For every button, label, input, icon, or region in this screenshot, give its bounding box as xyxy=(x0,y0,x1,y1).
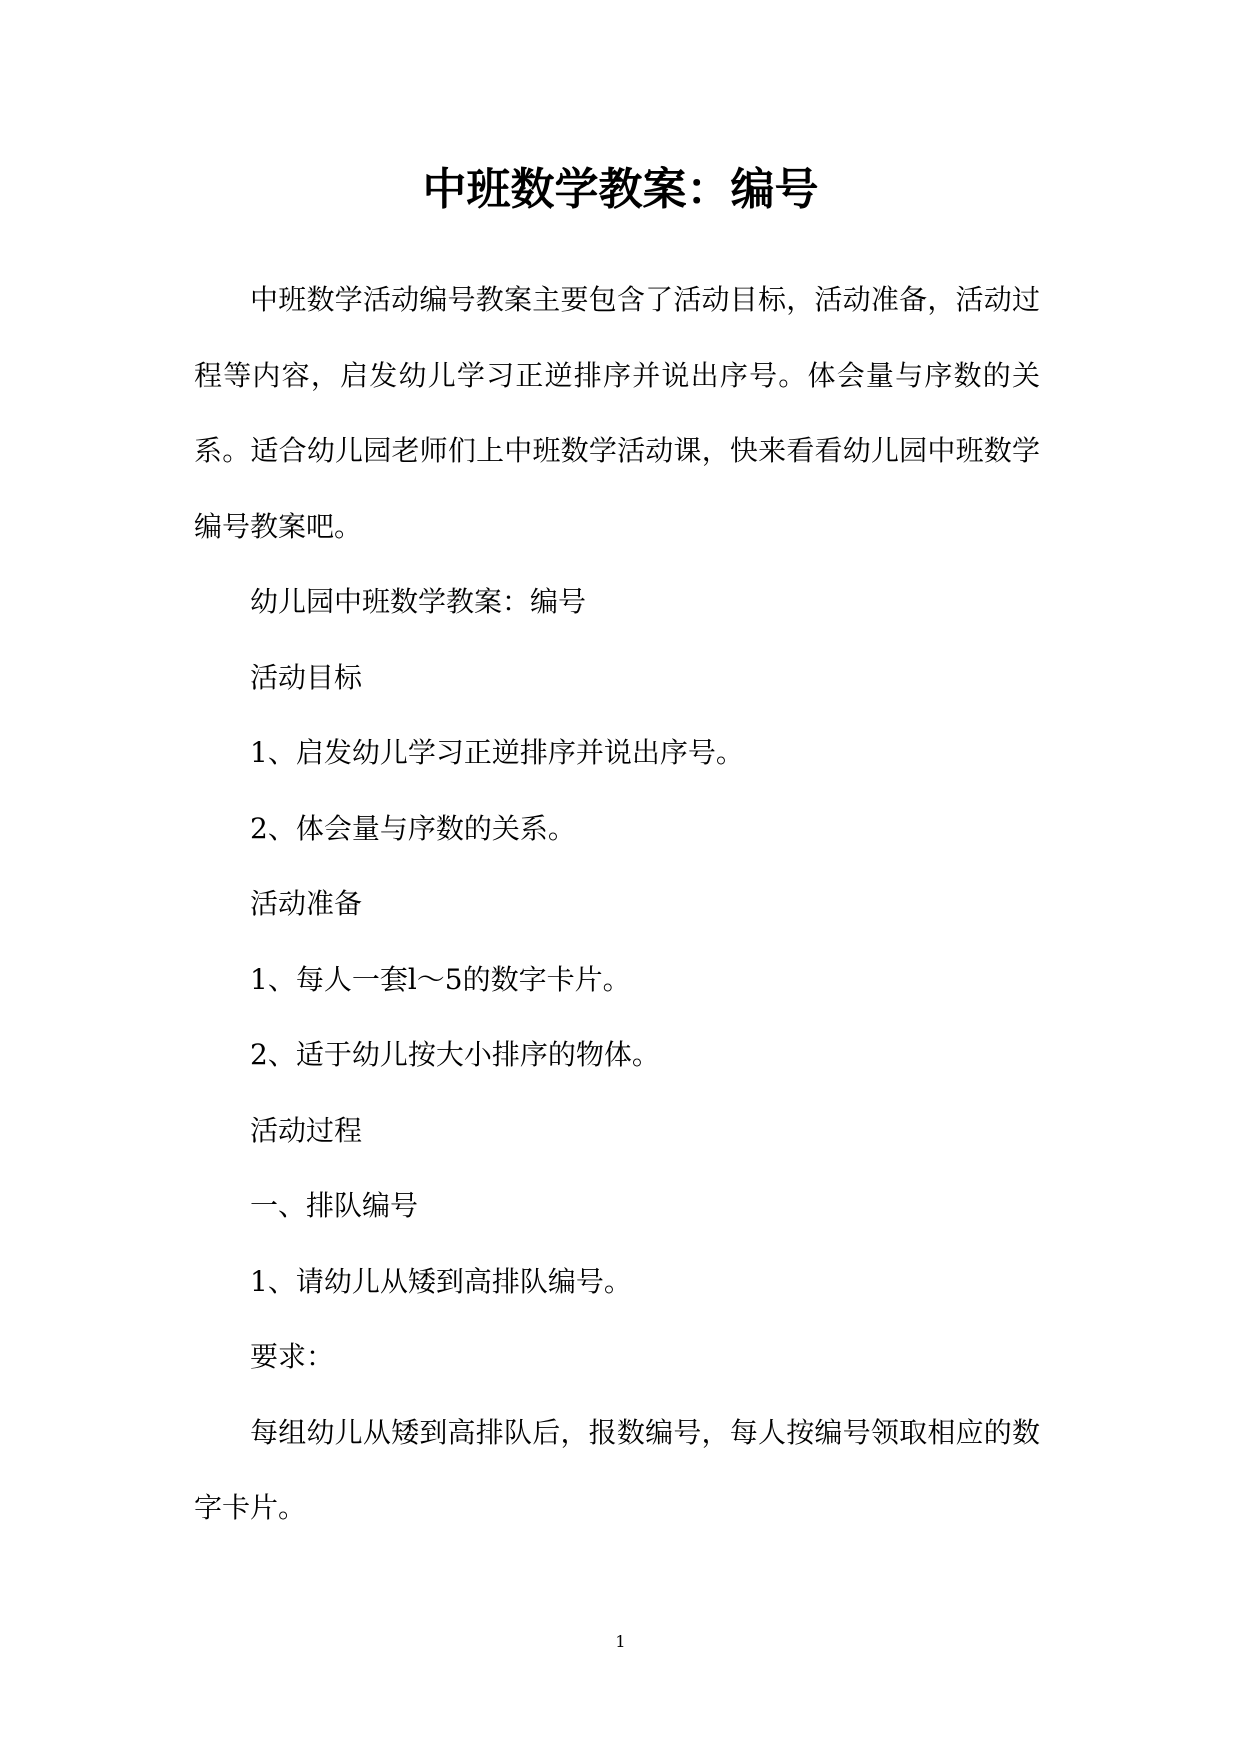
heading-activity-preparation: 活动准备 xyxy=(250,887,363,920)
paragraph-subtitle: 幼儿园中班数学教案：编号 xyxy=(250,585,587,618)
heading-activity-goals: 活动目标 xyxy=(250,660,363,694)
requirements-text: 每组幼儿从矮到高排队后，报数编号，每人按编号领取相应的数字卡片。 xyxy=(194,1415,1040,1524)
process-step-1: 1、请幼儿从矮到高排队编号。 xyxy=(250,1264,632,1298)
page-number: 1 xyxy=(615,1632,626,1651)
heading-activity-process: 活动过程 xyxy=(250,1113,363,1147)
requirements-label: 要求： xyxy=(250,1340,335,1373)
document-body xyxy=(194,262,1040,1546)
goal-item-1: 1、启发幼儿学习正逆排序并说出序号。 xyxy=(250,736,744,769)
document-title: 中班数学教案：编号 xyxy=(422,164,819,215)
paragraph-intro: 中班数学活动编号教案主要包含了活动目标，活动准备，活动过程等内容，启发幼儿学习正逆排序并说出序号。体会量与序数的关系。适合幼儿园老师们上中班数学活动课，快来看看幼儿园中班数学编号教案吧。 xyxy=(194,283,1040,543)
preparation-item-2: 2、适于幼儿按大小排序的物体。 xyxy=(250,1038,660,1071)
goal-item-2: 2、体会量与序数的关系。 xyxy=(250,811,576,845)
process-section-1: 一、排队编号 xyxy=(250,1189,419,1222)
preparation-item-1: 1、每人一套l～5的数字卡片。 xyxy=(250,962,631,996)
